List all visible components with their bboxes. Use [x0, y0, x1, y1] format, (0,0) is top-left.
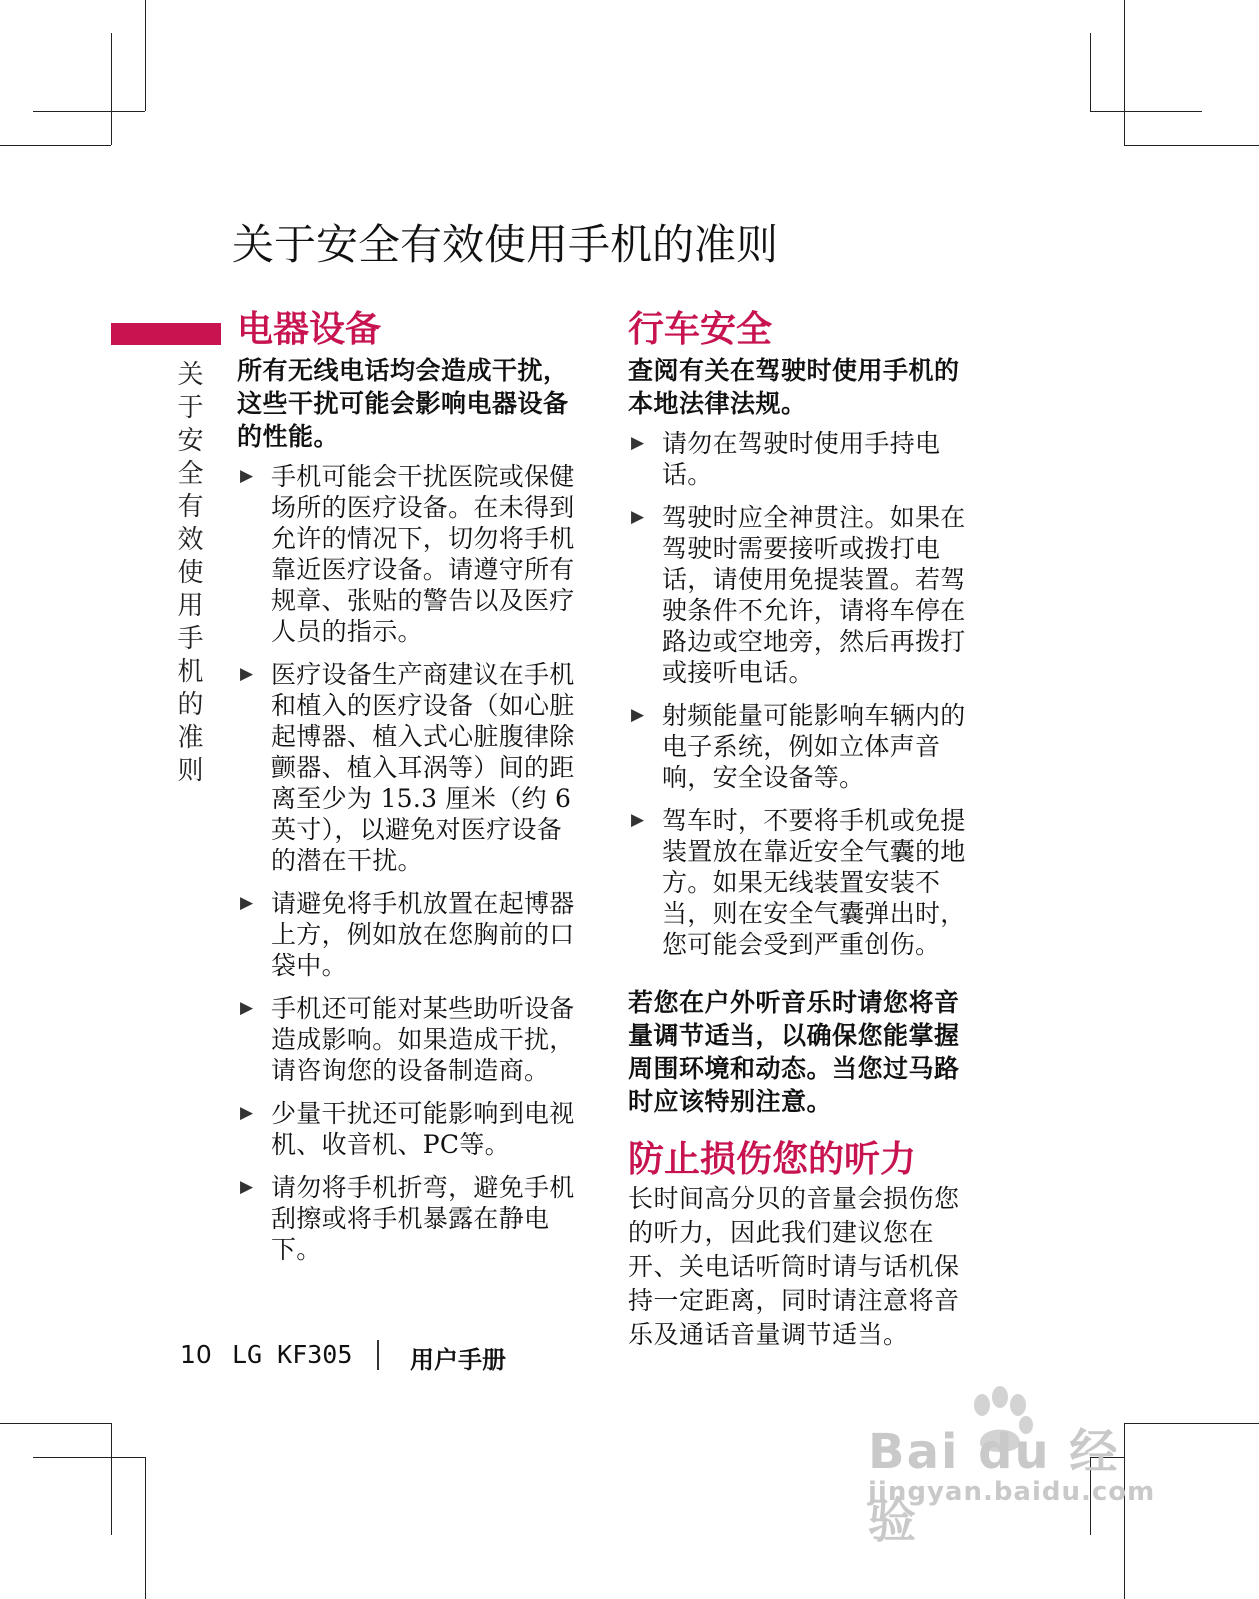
bullet-arrow-icon: ▶ — [240, 1103, 254, 1123]
bullet-arrow-icon: ▶ — [240, 998, 254, 1018]
bullet-list-driving — [628, 428, 974, 960]
page-number: 10 — [180, 1340, 212, 1369]
list-item — [237, 1172, 583, 1265]
crop-mark — [33, 1457, 145, 1458]
footer-divider — [377, 1340, 379, 1370]
crop-mark — [33, 111, 145, 112]
section-heading-electrical: 电器设备 — [237, 309, 382, 350]
crop-mark — [1124, 0, 1125, 145]
watermark — [830, 1385, 1160, 1549]
list-item-text: 驾驶时应全神贯注。如果在驾驶时需要接听或拨打电话，请使用免提装置。若驾驶条件不允许，请将车停在路边或空地旁，然后再拨打或接听电话。 — [662, 503, 966, 687]
bullet-arrow-icon: ▶ — [240, 1177, 254, 1197]
manual-label: 用户手册 — [410, 1346, 506, 1374]
bullet-arrow-icon: ▶ — [631, 810, 645, 830]
crop-mark — [111, 1423, 112, 1535]
bullet-arrow-icon: ▶ — [631, 507, 645, 527]
list-item-text: 射频能量可能影响车辆内的电子系统，例如立体声音响，安全设备等。 — [662, 701, 966, 792]
watermark-site: jingyan.baidu.com — [868, 1477, 1156, 1507]
list-item — [628, 805, 974, 960]
right-column — [628, 308, 974, 1352]
list-item-text: 请避免将手机放置在起博器上方，例如放在您胸前的口袋中。 — [271, 889, 575, 980]
bullet-arrow-icon: ▶ — [631, 705, 645, 725]
section-accent-bar — [111, 323, 221, 345]
music-notice: 若您在户外听音乐时请您将音量调节适当，以确保您能掌握周围环境和动态。当您过马路时应该特别注意。 — [628, 988, 960, 1116]
bullet-arrow-icon: ▶ — [240, 893, 254, 913]
list-item — [237, 659, 583, 876]
list-item-text: 请勿在驾驶时使用手持电话。 — [662, 429, 941, 489]
list-item — [237, 461, 583, 647]
crop-mark — [1090, 33, 1091, 111]
bullet-arrow-icon: ▶ — [240, 664, 254, 684]
watermark-brand: Bai du 经验 — [868, 1424, 1120, 1549]
crop-mark — [145, 1457, 146, 1599]
section-heading-driving: 行车安全 — [628, 309, 773, 350]
section-heading-hearing: 防止损伤您的听力 — [628, 1139, 917, 1180]
crop-mark — [145, 0, 146, 111]
crop-mark — [0, 1423, 111, 1424]
bullet-list-electrical — [237, 461, 583, 1265]
list-item — [628, 428, 974, 490]
model-name: LG KF305 — [232, 1340, 353, 1369]
section-intro-driving: 查阅有关在驾驶时使用手机的本地法律法规。 — [628, 356, 960, 418]
list-item-text: 手机可能会干扰医院或保健场所的医疗设备。在未得到允许的情况下，切勿将手机靠近医疗设备。请遵守所有规章、张贴的警告以及医疗人员的指示。 — [271, 462, 575, 646]
list-item-text: 医疗设备生产商建议在手机和植入的医疗设备（如心脏起博器、植入式心脏腹律除颤器、植入耳涡等）间的距离至少为 15.3 厘米（约 6 英寸），以避免对医疗设备的潜在干扰。 — [271, 660, 575, 875]
section-intro-electrical: 所有无线电话均会造成干扰，这些干扰可能会影响电器设备的性能。 — [237, 356, 569, 451]
list-item-text: 驾车时，不要将手机或免提装置放在靠近安全气囊的地方。如果无线装置安装不当，则在安全气囊弹出时，您可能会受到严重创伤。 — [662, 806, 966, 959]
side-section-label: 关于安全有效使用手机的准则 — [173, 360, 203, 789]
left-column — [237, 308, 583, 1277]
bullet-arrow-icon: ▶ — [631, 433, 645, 453]
hearing-paragraph: 长时间高分贝的音量会损伤您的听力，因此我们建议您在开、关电话听筒时请与话机保持一定距离，同时请注意将音乐及通话音量调节适当。 — [628, 1184, 960, 1349]
page-title: 关于安全有效使用手机的准则 — [232, 220, 779, 269]
list-item — [237, 993, 583, 1086]
list-item — [628, 502, 974, 688]
list-item-text: 请勿将手机折弯，避免手机刮擦或将手机暴露在静电下。 — [271, 1173, 575, 1264]
list-item-text: 少量干扰还可能影响到电视机、收音机、PC等。 — [271, 1099, 575, 1159]
crop-mark — [111, 33, 112, 145]
crop-mark — [1090, 111, 1202, 112]
list-item — [628, 700, 974, 793]
list-item — [237, 1098, 583, 1160]
crop-mark — [0, 145, 111, 146]
crop-mark — [1124, 145, 1259, 146]
list-item-text: 手机还可能对某些助听设备造成影响。如果造成干扰，请咨询您的设备制造商。 — [271, 994, 575, 1085]
bullet-arrow-icon: ▶ — [240, 466, 254, 486]
list-item — [237, 888, 583, 981]
